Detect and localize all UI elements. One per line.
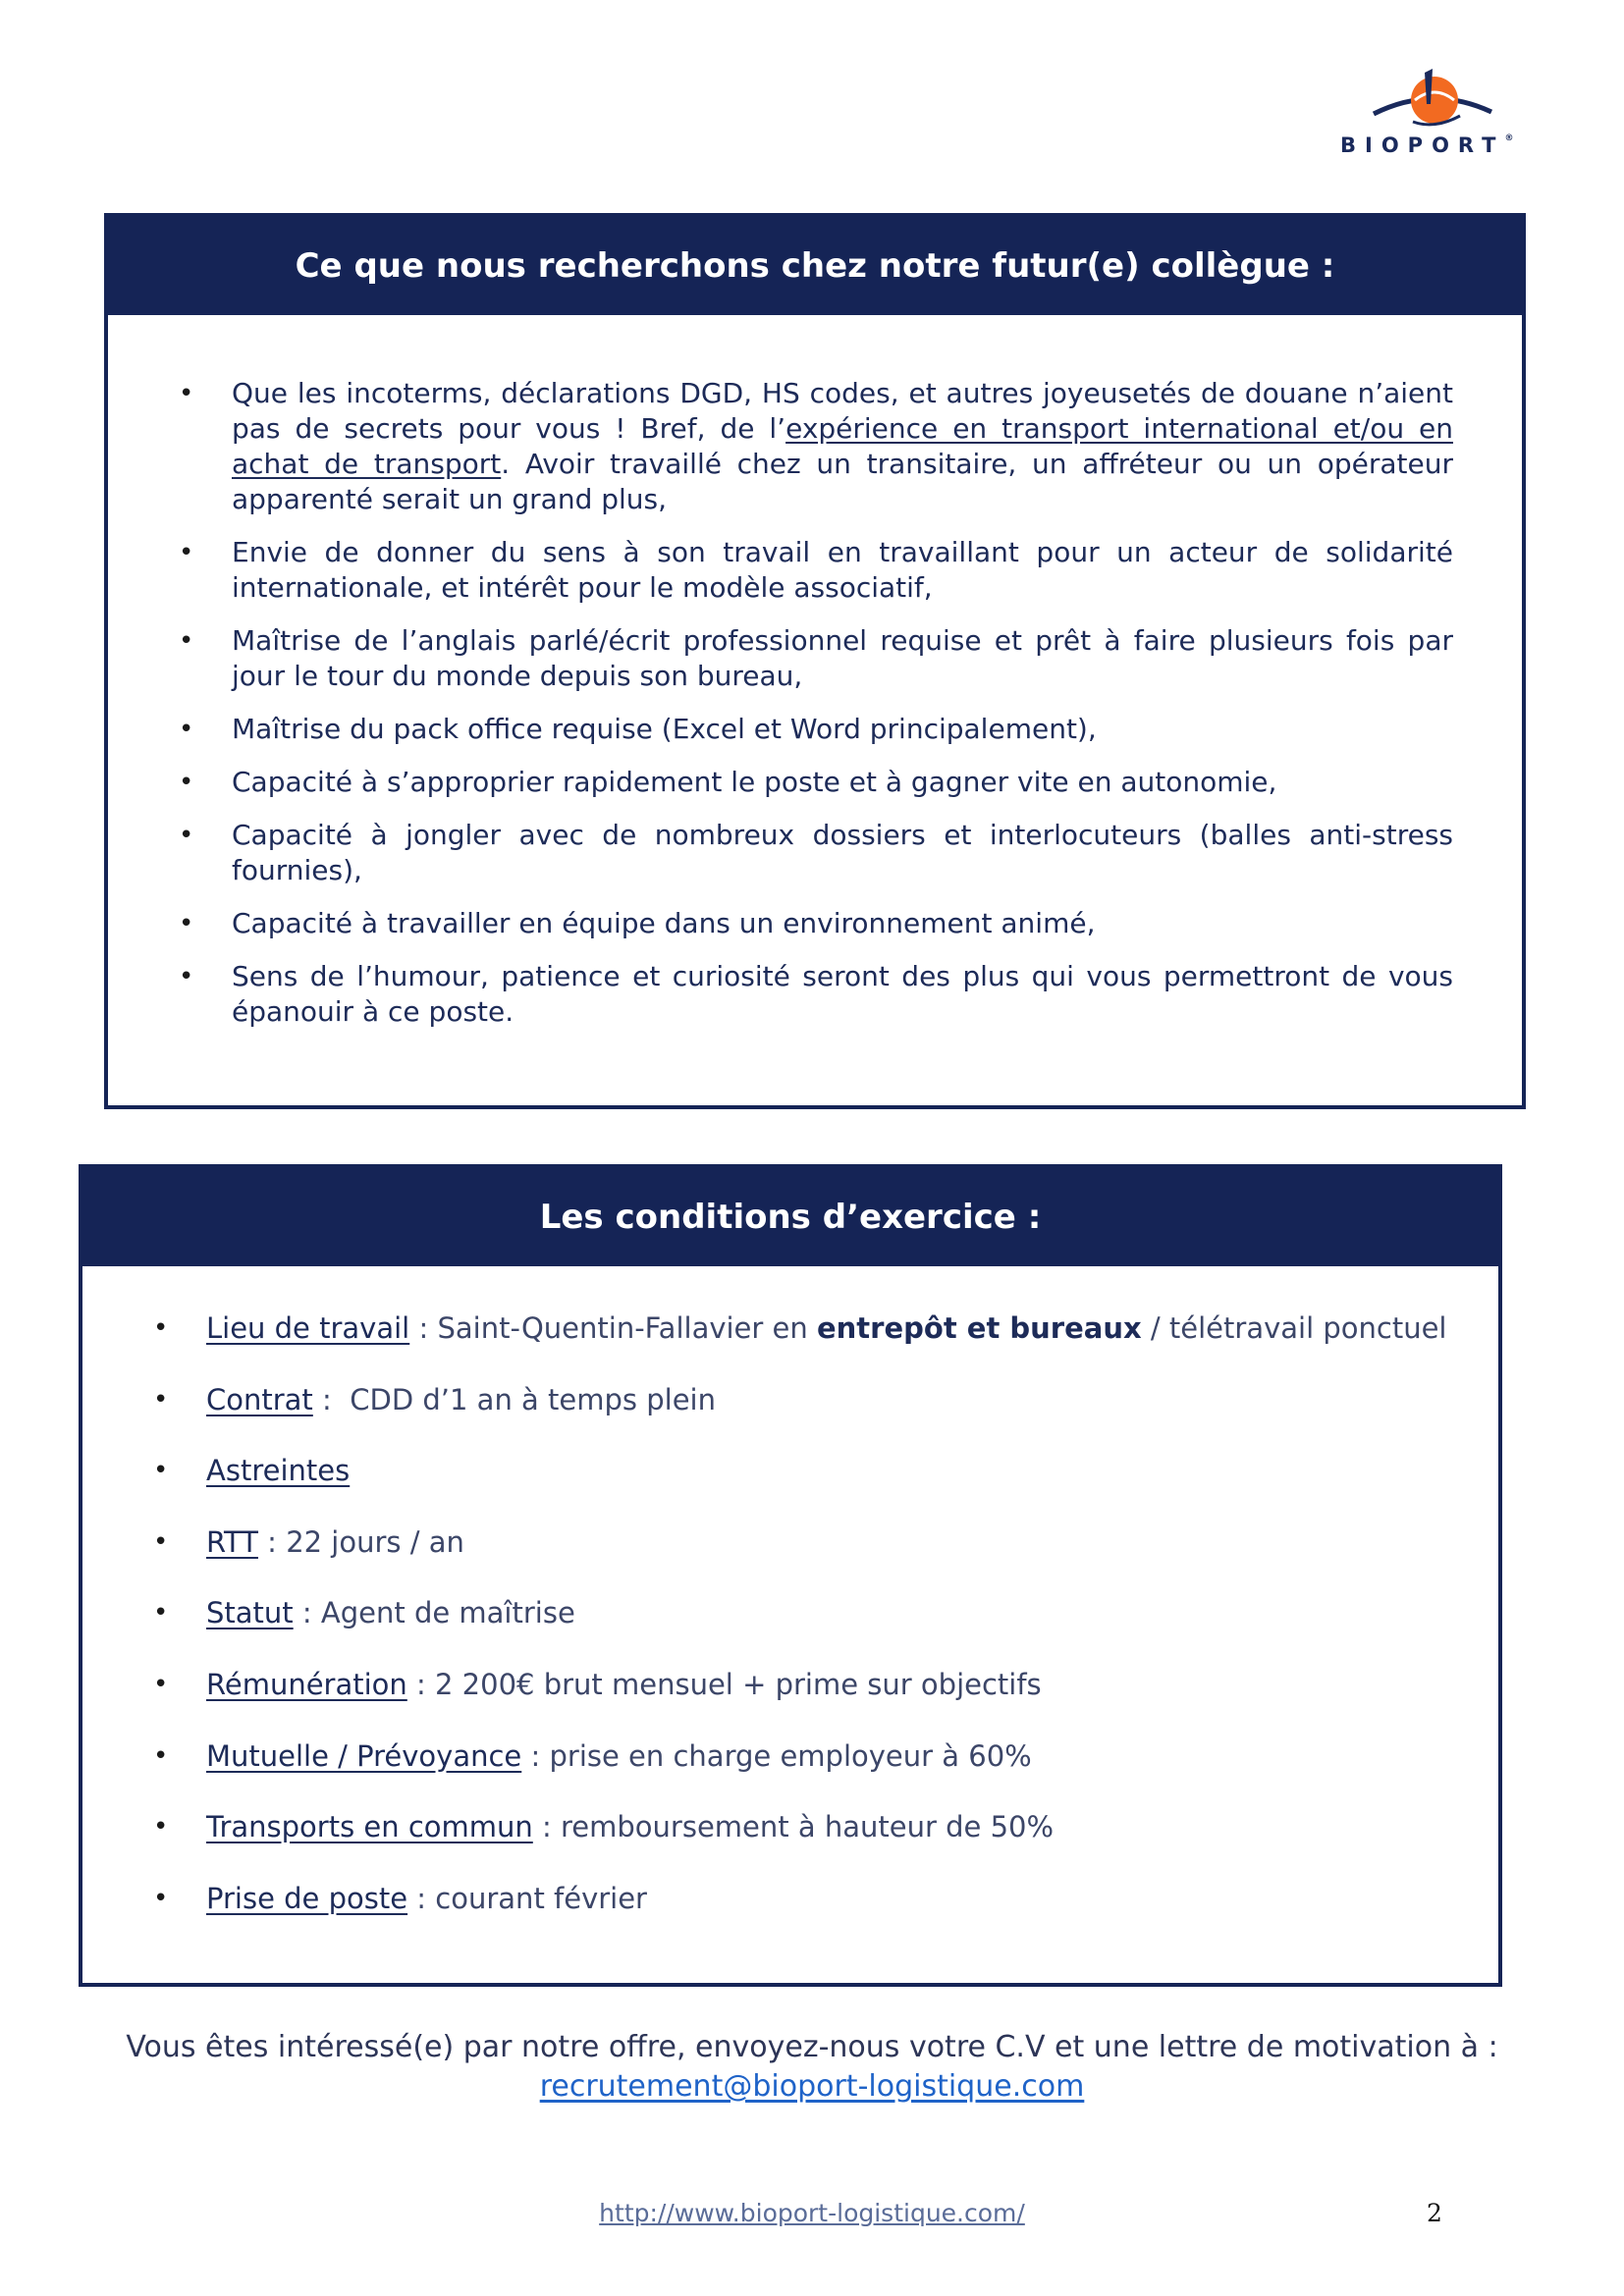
bullet-icon: • xyxy=(153,1384,169,1415)
list-item: • Maîtrise du pack office requise (Excel et Word principalement), xyxy=(179,713,1097,745)
condition-item: • Prise de poste : courant février xyxy=(153,1878,1459,1919)
bullet-icon: • xyxy=(179,768,194,797)
conditions-section-title: Les conditions d’exercice : xyxy=(82,1168,1498,1266)
bullet-icon: • xyxy=(179,538,194,567)
condition-label: Lieu de travail xyxy=(206,1311,410,1345)
globe-plane-icon xyxy=(1364,65,1501,130)
conditions-list xyxy=(153,1308,1459,1949)
condition-label: Mutuelle / Prévoyance xyxy=(206,1738,522,1773)
bullet-icon: • xyxy=(179,821,194,850)
condition-label: RTT xyxy=(206,1524,258,1559)
bullet-icon: • xyxy=(179,715,194,744)
condition-item: • Statut : Agent de maîtrise xyxy=(153,1592,1459,1633)
list-item: • Capacité à travailler en équipe dans un environnement animé, xyxy=(179,907,1096,939)
condition-item: • RTT : 22 jours / an xyxy=(153,1522,1459,1563)
profile-section xyxy=(104,213,1526,1109)
application-contact xyxy=(0,2028,1624,2107)
list-item: • Sens de l’humour, patience et curiosité seront des plus qui vous permettront de vous épanouir à ce poste. xyxy=(179,960,1453,1028)
condition-item: • Transports en commun : remboursement à hauteur de 50% xyxy=(153,1806,1459,1847)
bullet-icon: • xyxy=(179,962,194,991)
registered-mark: ® xyxy=(1504,133,1514,143)
condition-item xyxy=(153,1450,1459,1491)
bullet-icon: • xyxy=(179,626,194,656)
condition-item: • Contrat : CDD d’1 an à temps plein xyxy=(153,1379,1459,1420)
contact-text: Vous êtes intéressé(e) par notre offre, envoyez-nous votre C.V et une lettre de motivation à : xyxy=(126,2030,1498,2064)
bullet-icon: • xyxy=(153,1456,169,1486)
conditions-section xyxy=(79,1164,1502,1987)
bullet-icon: • xyxy=(179,379,194,408)
profile-requirements-list xyxy=(179,376,1453,1047)
bullet-icon: • xyxy=(179,909,194,938)
list-item: • Capacité à jongler avec de nombreux dossiers et interlocuteurs (balles anti-stress fournies), xyxy=(179,819,1453,886)
profile-section-title: Ce que nous recherchons chez notre futur(e) collègue : xyxy=(108,217,1522,315)
condition-item: • Lieu de travail : Saint-Quentin-Fallavier en entrepôt et bureaux / télétravail ponctuel xyxy=(153,1308,1459,1349)
condition-label: Statut xyxy=(206,1596,294,1630)
logo-wordmark: BIOPORT xyxy=(1340,133,1505,157)
bioport-logo xyxy=(1330,65,1546,173)
condition-item: • Rémunération : 2 200€ brut mensuel + prime sur objectifs xyxy=(153,1664,1459,1705)
condition-label: Astreintes xyxy=(206,1454,351,1488)
condition-label: Prise de poste xyxy=(206,1881,408,1915)
list-item: • Envie de donner du sens à son travail en travaillant pour un acteur de solidarité internationale, et intérêt pour le modèle associatif, xyxy=(179,536,1453,604)
page-number: 2 xyxy=(1427,2199,1442,2227)
bullet-icon: • xyxy=(153,1740,169,1771)
condition-label: Contrat xyxy=(206,1382,313,1416)
bullet-icon: • xyxy=(153,1669,169,1699)
list-item: • Capacité à s’approprier rapidement le poste et à gagner vite en autonomie, xyxy=(179,766,1277,798)
condition-label: Transports en commun xyxy=(206,1810,533,1844)
bullet-icon: • xyxy=(153,1812,169,1842)
email-link[interactable]: recrutement@bioport-logistique.com xyxy=(539,2069,1085,2104)
condition-item: • Mutuelle / Prévoyance : prise en charge employeur à 60% xyxy=(153,1735,1459,1777)
list-item: • Maîtrise de l’anglais parlé/écrit professionnel requise et prêt à faire plusieurs fois par jour le tour du monde depuis son bureau, xyxy=(179,624,1453,692)
website-link[interactable]: http://www.bioport-logistique.com/ xyxy=(599,2199,1025,2227)
experience-link: expérience en transport international et/ou en achat de transport xyxy=(232,412,1453,480)
bullet-icon: • xyxy=(153,1883,169,1913)
list-item: • Que les incoterms, déclarations DGD, HS codes, et autres joyeusetés de douane n’aient pas de secrets pour vous ! Bref, de l’expérience en transport international et/ou en achat de transport. Avoir travaillé chez un transitaire, un affréteur ou un opérateur apparenté serait un grand plus, xyxy=(179,377,1453,515)
bullet-icon: • xyxy=(153,1598,169,1629)
condition-label: Rémunération xyxy=(206,1667,407,1701)
bullet-icon: • xyxy=(153,1313,169,1343)
bullet-icon: • xyxy=(153,1526,169,1557)
